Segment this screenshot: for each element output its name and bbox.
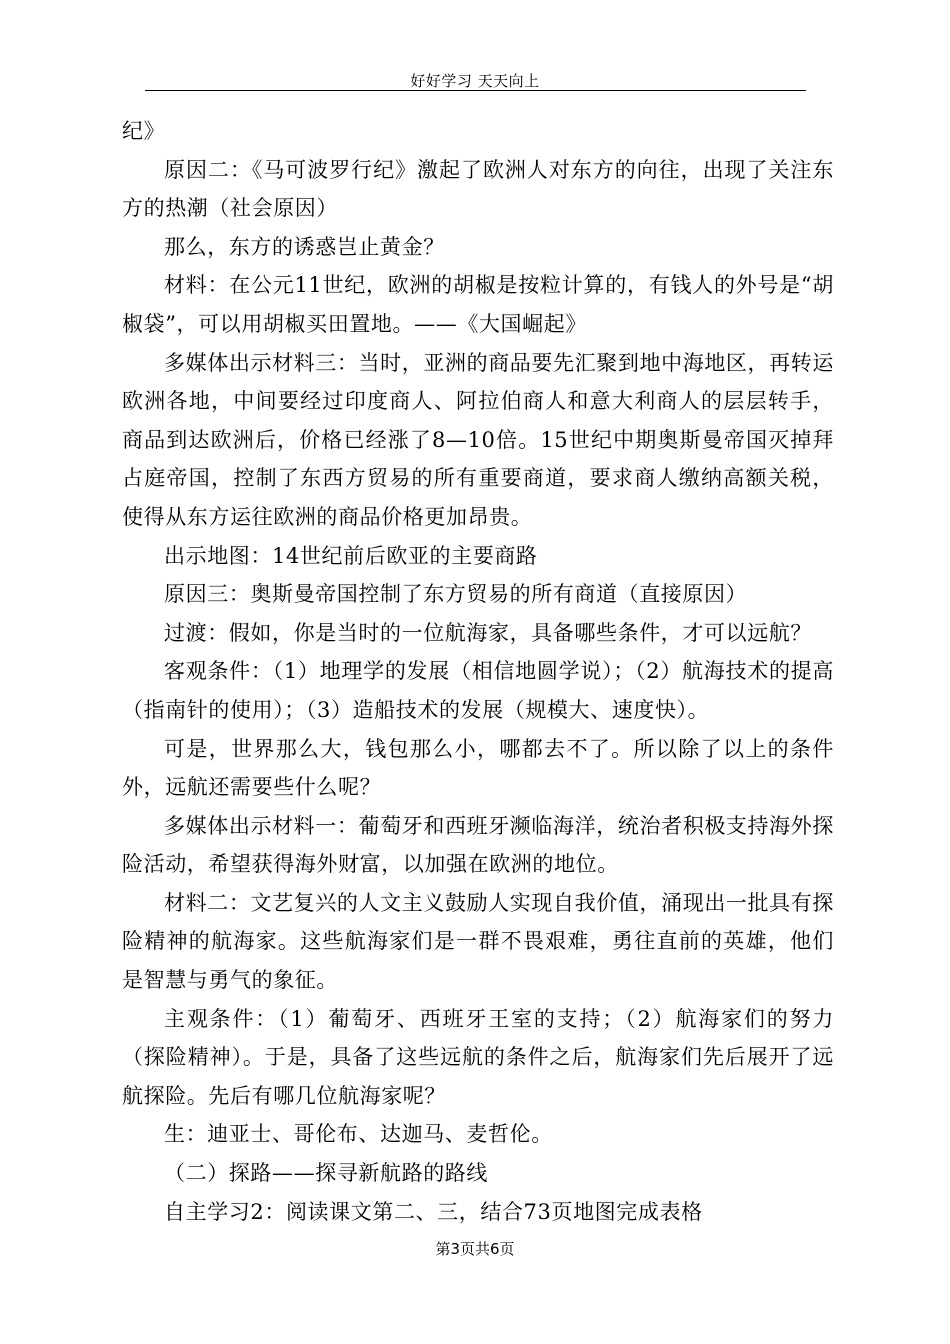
paragraph-material-pepper: 材料：在公元11世纪，欧洲的胡椒是按粒计算的，有钱人的外号是“胡椒袋”，可以用胡椒买田置地。——《大国崛起》	[122, 273, 834, 336]
paragraph-transition: 过渡：假如，你是当时的一位航海家，具备哪些条件，才可以远航？	[164, 620, 812, 645]
page-number: 第3页共6页	[435, 1240, 515, 1258]
page-header: 好好学习 天天向上	[410, 72, 540, 90]
paragraph-objective-conditions: 客观条件：（1）地理学的发展（相信地圆学说）；（2）航海技术的提高（指南针的使用）；（3）造船技术的发展（规模大、速度快）。	[122, 659, 834, 722]
document-body	[122, 112, 834, 1231]
section-heading-route: （二）探路——探寻新航路的路线	[164, 1161, 488, 1186]
paragraph-but: 可是，世界那么大，钱包那么小，哪都去不了。所以除了以上的条件外，远航还需要些什么呢？	[122, 736, 834, 800]
paragraph-student-answer: 生：迪亚士、哥伦布、达迦马、麦哲伦。	[164, 1122, 553, 1147]
paragraph-material-two: 材料二：文艺复兴的人文主义鼓励人实现自我价值，涌现出一批具有探险精神的航海家。这些航海家们是一群不畏艰难，勇往直前的英雄，他们是智慧与勇气的象征。	[122, 890, 834, 993]
paragraph-question: 那么，东方的诱惑岂止黄金？	[164, 234, 445, 259]
header-divider	[145, 90, 806, 91]
paragraph-subjective-conditions: 主观条件：（1）葡萄牙、西班牙王室的支持；（2）航海家们的努力（探险精神）。于是，具备了这些远航的条件之后，航海家们先后展开了远航探险。先后有哪几位航海家呢？	[122, 1006, 834, 1108]
paragraph-material-one: 多媒体出示材料一：葡萄牙和西班牙濒临海洋，统治者积极支持海外探险活动，希望获得海外财富，以加强在欧洲的地位。	[122, 813, 834, 877]
paragraph-material-three: 多媒体出示材料三：当时，亚洲的商品要先汇聚到地中海地区，再转运欧洲各地，中间要经过印度商人、阿拉伯商人和意大利商人的层层转手，商品到达欧洲后，价格已经涨了8—10倍。15世纪中期奥斯曼帝国灭掉拜占庭帝国，控制了东西方贸易的所有重要商道，要求商人缴纳高额关税，使得从东方运往欧洲的商品价格更加昂贵。	[122, 350, 834, 529]
paragraph-reason-three: 原因三：奥斯曼帝国控制了东方贸易的所有商道（直接原因）	[164, 582, 748, 607]
paragraph-continuation: 纪》	[122, 119, 166, 143]
paragraph-reason-two: 原因二：《马可波罗行纪》激起了欧洲人对东方的向往，出现了关注东方的热潮（社会原因）	[122, 157, 834, 221]
paragraph-self-study: 自主学习2：阅读课文第二、三，结合73页地图完成表格	[164, 1199, 703, 1224]
paragraph-show-map: 出示地图：14世纪前后欧亚的主要商路	[164, 543, 538, 568]
